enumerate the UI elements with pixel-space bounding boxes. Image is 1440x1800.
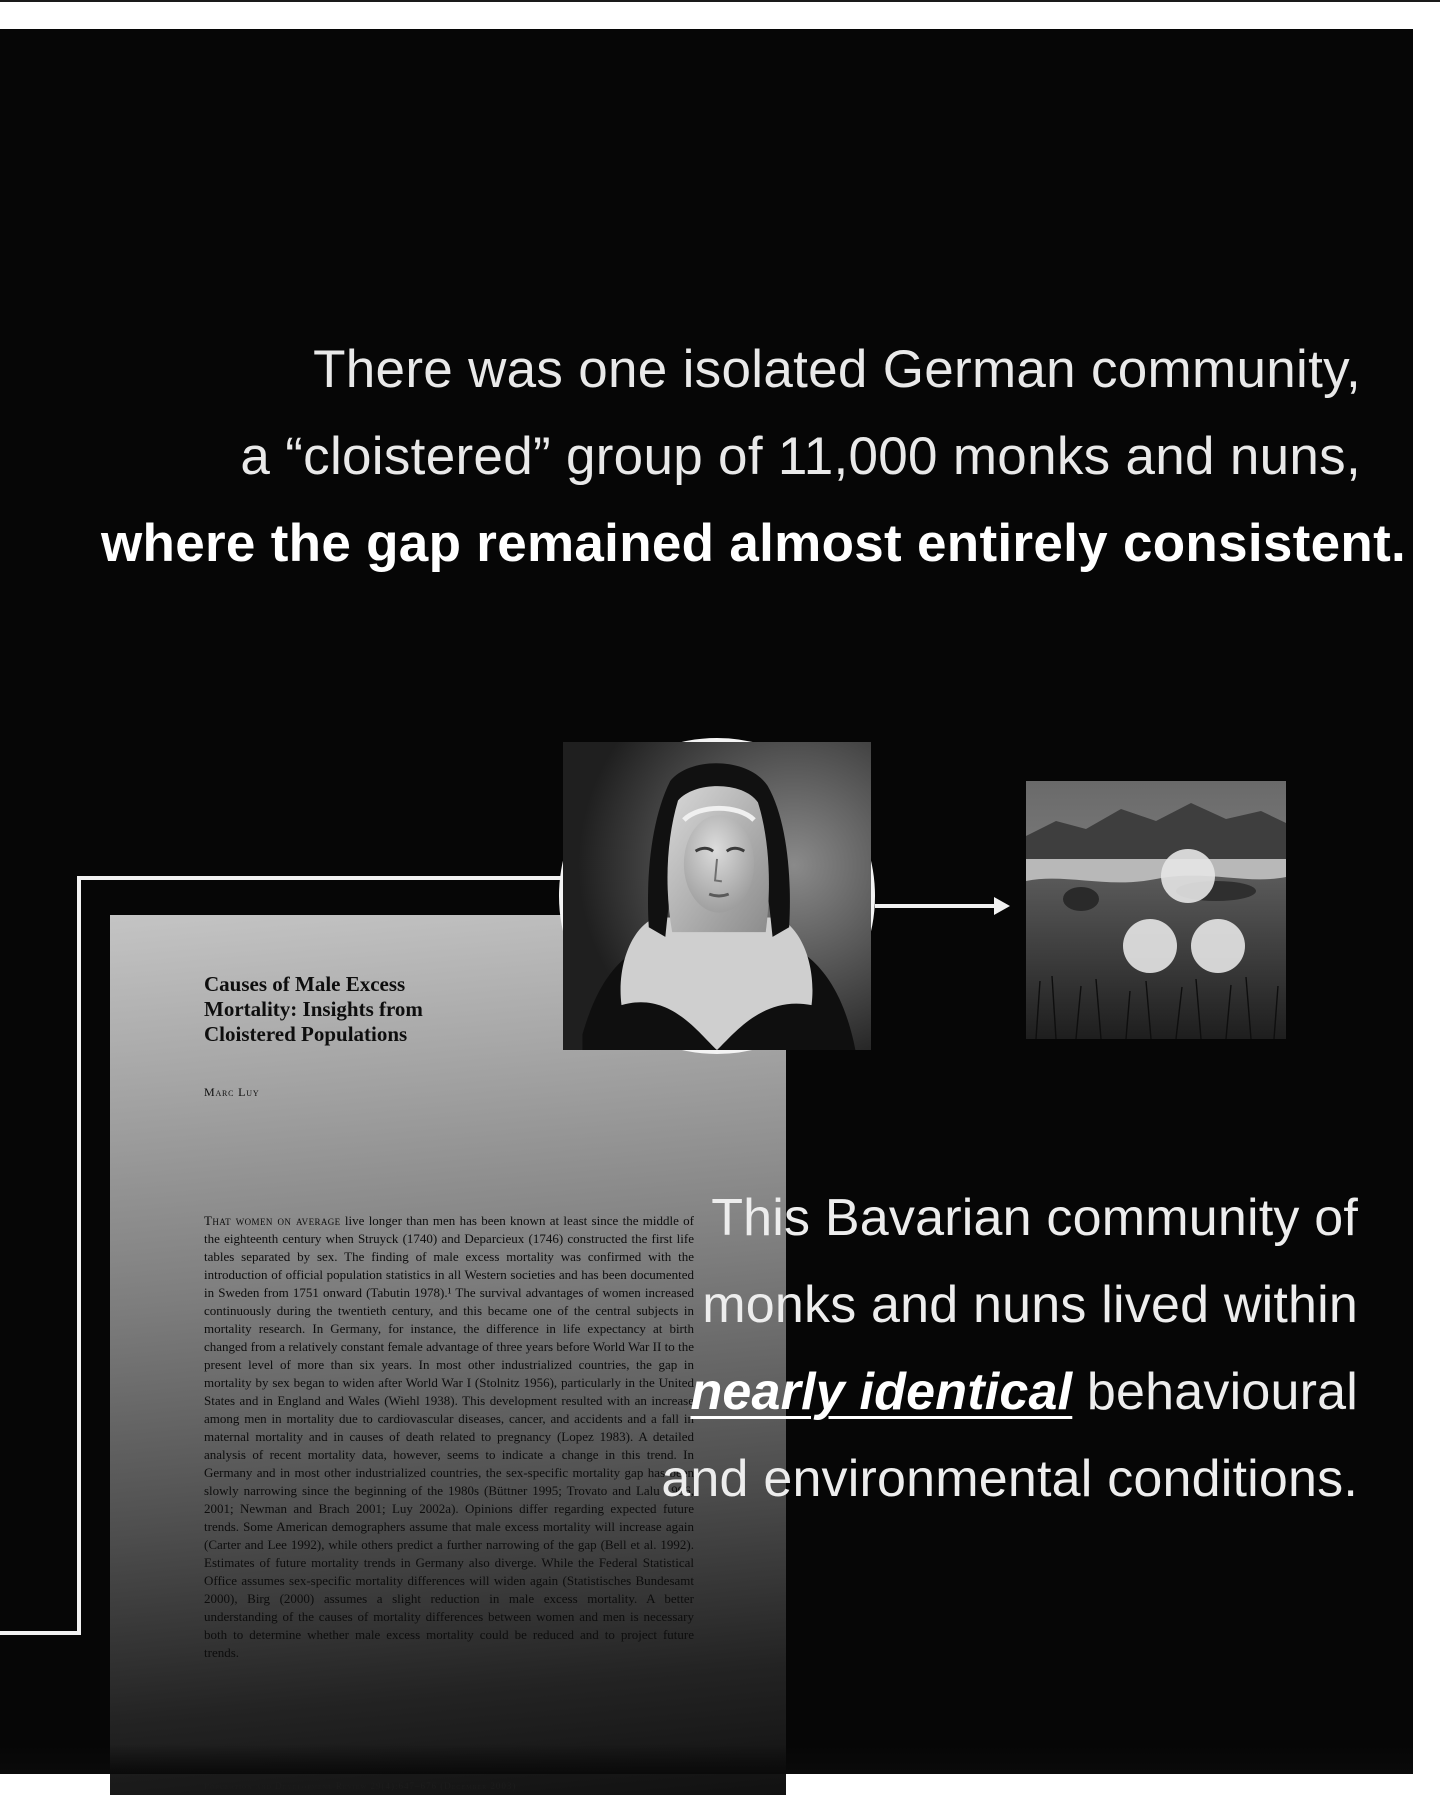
paper-author: Marc Luy (204, 1085, 260, 1099)
marker-circle-top (1161, 849, 1215, 903)
connector-bottom (0, 1631, 81, 1635)
bavarian-landscape (1026, 781, 1286, 1039)
statement (458, 1175, 1358, 1523)
statement-line-2: monks and nuns lived within (702, 1276, 1358, 1334)
statement-emphasis: nearly identical (690, 1363, 1073, 1421)
paper-body-lead: That women on average (204, 1213, 341, 1228)
paper-title (204, 972, 604, 1047)
statement-line-4: and environmental conditions. (661, 1450, 1358, 1508)
paper-body-text: live longer than men has been known at least since the middle of the eighteenth century when Struyck (1740) and Deparcieux (1746) constructed the first life tables separated by sex. The finding of male excess mortality was confirmed with the introduction of official population statistics in all Western societies and has been documented in Sweden from 1751 onward (Tabutin 1978).¹ The survival advantages of women increased continuously during the twentieth century, and this became one of the central subjects in mortality research. In Germany, for instance, the difference in life expectancy at birth changed from a relatively constant female advantage of three years before World War II to the present level of more than six years. In most other industrialized countries, the gap in mortality by sex began to widen after World War I (Stolnitz 1956), particularly in the United States and in England and Wales (Wiehl 1938). This development resulted with an increase among men in mortality due to cardiovascular diseases, cancer, and accidents and a fall in maternal mortality and in causes of death related to pregnancy (Lopez 1983). A detailed analysis of recent mortality data, however, seems to indicate a change in this trend. In Germany and in most other industrialized countries, the sex-specific mortality gap has been slowly narrowing since the beginning of the 1980s (Büttner 1995; Trovato and Lalu 1996, 2001; Newman and Brach 2001; Luy 2002a). Opinions differ regarding expected future trends. Some American demographers assume that male excess mortality will increase again (Carter and Lee 1992), while others predict a further narrowing of the gap (Bell et al. 1992). Estimates of future mortality trends in Germany also diverge. While the Federal Statistical Office assumes sex-specific mortality differences will widen again (Statistisches Bundesamt 2000), Birg (2000) assumes a slight reduction in male excess mortality. A better understanding of the causes of mortality differences between women and men is necessary both to determine whether male excess mortality could be reduced and to project future trends. (204, 1213, 694, 1660)
slide-panel (0, 29, 1413, 1791)
paper-title-line-3: Cloistered Populations (204, 1022, 408, 1046)
headline-line-3: where the gap remained almost entirely consistent. (101, 514, 1407, 573)
headline-line-1: There was one isolated German community, (313, 340, 1361, 399)
paper-title-line-1: Causes of Male Excess (204, 972, 406, 996)
connector-to-landscape (875, 904, 996, 908)
top-rule (0, 0, 1440, 2)
arrow-right-icon (994, 897, 1010, 915)
headline-line-2: a “cloistered” group of 11,000 monks and nuns, (240, 427, 1361, 486)
connector-vertical (77, 876, 81, 1635)
landscape-illustration (1026, 781, 1286, 1039)
paper-title-line-2: Mortality: Insights from (204, 997, 423, 1021)
connector-top (77, 876, 563, 880)
statement-line-3 (458, 1349, 1358, 1436)
statement-line-3-rest: behavioural (1072, 1363, 1358, 1421)
nun-portrait (559, 738, 875, 1054)
nun-portrait-illustration (563, 742, 871, 1050)
headline (101, 326, 1407, 587)
marker-circle-right (1191, 919, 1245, 973)
paper-footer: Population and Development Review 29(4):647–676 (December 2003) (204, 1781, 517, 1791)
statement-line-1: This Bavarian community of (711, 1189, 1358, 1247)
marker-circle-left (1123, 919, 1177, 973)
